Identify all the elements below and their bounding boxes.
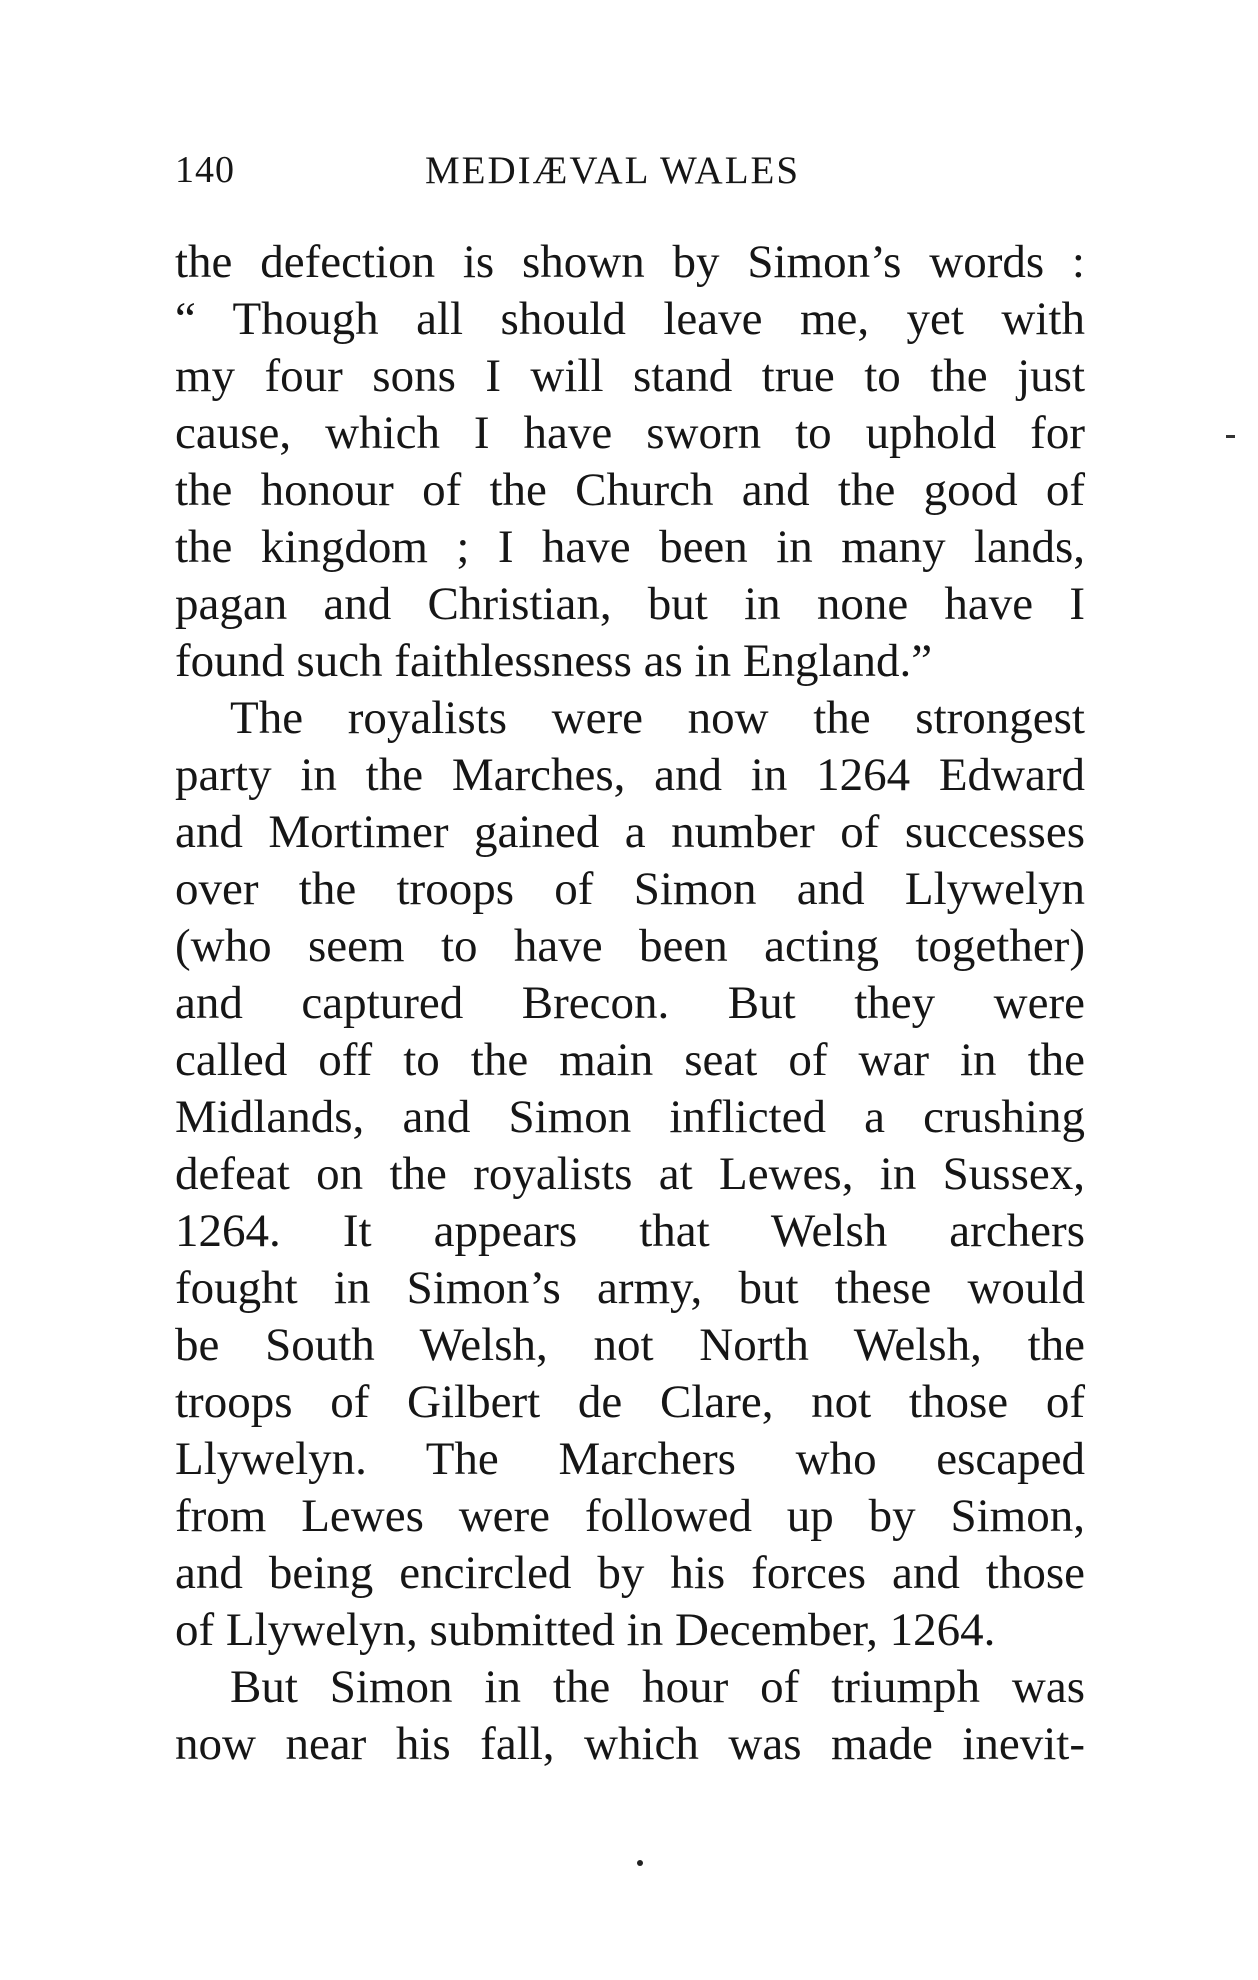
text-line: pagan and Christian, but in none have I <box>175 578 1085 630</box>
margin-mark <box>1226 435 1235 438</box>
text-line: found such faithlessness as in England.” <box>175 635 933 687</box>
text-line: Llywelyn. The Marchers who escaped <box>175 1433 1085 1485</box>
text-line: defeat on the royalists at Lewes, in Sussex, <box>175 1148 1085 1200</box>
page-number: 140 <box>175 149 235 191</box>
text-line: of Llywelyn, submitted in December, 1264. <box>175 1604 996 1656</box>
text-line: and being encircled by his forces and those <box>175 1547 1085 1599</box>
page-header <box>175 148 1085 198</box>
text-line: the honour of the Church and the good of <box>175 464 1085 516</box>
text-line: be South Welsh, not North Welsh, the <box>175 1319 1085 1371</box>
text-line: 1264. It appears that Welsh archers <box>175 1205 1085 1257</box>
text-line: Midlands, and Simon inflicted a crushing <box>175 1091 1085 1143</box>
text-line: the defection is shown by Simon’s words : <box>175 236 1085 288</box>
text-line: fought in Simon’s army, but these would <box>175 1262 1085 1314</box>
text-line: now near his fall, which was made inevit- <box>175 1718 1085 1770</box>
text-line: and Mortimer gained a number of successes <box>175 806 1085 858</box>
body-text <box>175 234 1085 1773</box>
stray-dot <box>637 1860 643 1866</box>
text-line: the kingdom ; I have been in many lands, <box>175 521 1085 573</box>
text-line: called off to the main seat of war in the <box>175 1034 1085 1086</box>
text-line: (who seem to have been acting together) <box>175 920 1085 972</box>
text-line: The royalists were now the strongest <box>230 692 1085 744</box>
text-line: troops of Gilbert de Clare, not those of <box>175 1376 1085 1428</box>
text-line: “ Though all should leave me, yet with <box>175 293 1085 345</box>
text-line: But Simon in the hour of triumph was <box>230 1661 1085 1713</box>
text-line: cause, which I have sworn to uphold for <box>175 407 1085 459</box>
text-line: and captured Brecon. But they were <box>175 977 1085 1029</box>
running-head: MEDIÆVAL WALES <box>425 149 801 192</box>
text-line: party in the Marches, and in 1264 Edward <box>175 749 1085 801</box>
text-line: over the troops of Simon and Llywelyn <box>175 863 1085 915</box>
text-line: my four sons I will stand true to the just <box>175 350 1085 402</box>
text-line: from Lewes were followed up by Simon, <box>175 1490 1085 1542</box>
